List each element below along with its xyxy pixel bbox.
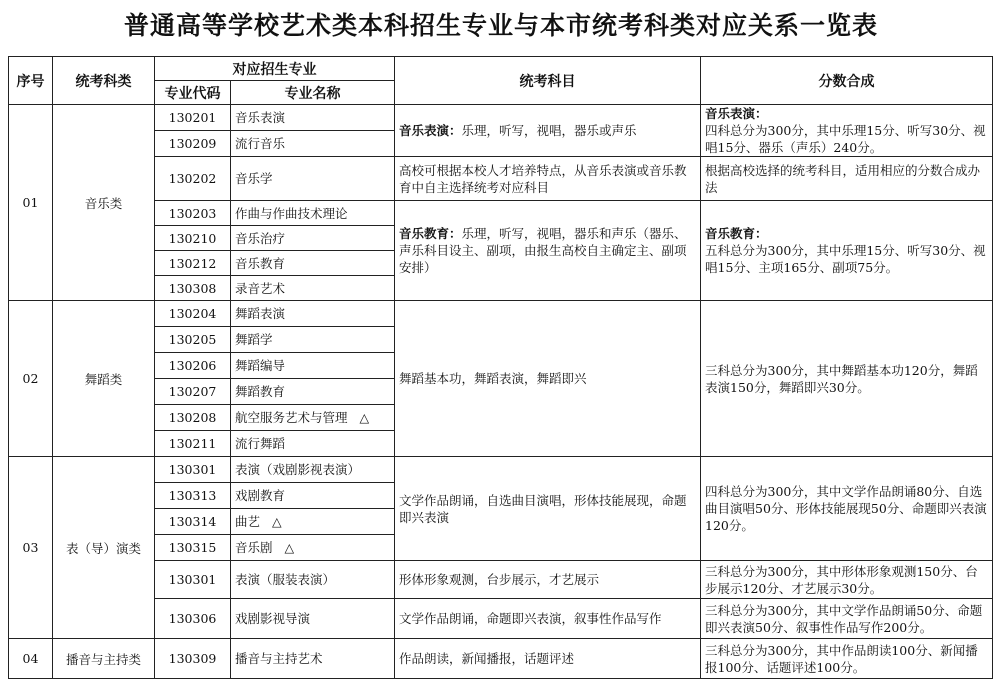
major-name: 录音艺术 <box>231 276 395 301</box>
major-code: 130205 <box>155 327 231 353</box>
major-code: 130313 <box>155 483 231 509</box>
group-seq: 01 <box>9 105 53 301</box>
table-row <box>9 105 993 131</box>
exam-subjects-cell: 文学作品朗诵，自选曲目演唱，形体技能展现，命题即兴表演 <box>395 457 701 561</box>
major-name: 音乐治疗 <box>231 226 395 251</box>
score-cell: 音乐表演： 四科总分为300分，其中乐理15分、听写30分、视唱15分、器乐（声乐）240分。 <box>701 105 993 157</box>
major-name: 表演（戏剧影视表演） <box>231 457 395 483</box>
major-name: 音乐剧 △ <box>231 535 395 561</box>
major-code: 130308 <box>155 276 231 301</box>
major-name: 舞蹈编导 <box>231 353 395 379</box>
exam-subjects-cell: 音乐教育：乐理，听写，视唱，器乐和声乐（器乐、声乐科目设主、副项，由报生高校自主确定主、副项安排） <box>395 201 701 301</box>
major-code: 130202 <box>155 157 231 201</box>
major-name: 流行音乐 <box>231 131 395 157</box>
group-category: 播音与主持类 <box>53 639 155 679</box>
group-seq: 03 <box>9 457 53 639</box>
exam-subjects-cell: 形体形象观测，台步展示，才艺展示 <box>395 561 701 599</box>
page-title: 普通高等学校艺术类本科招生专业与本市统考科类对应关系一览表 <box>123 11 878 40</box>
score-cell: 三科总分为300分，其中作品朗读100分、新闻播报100分、话题评述100分。 <box>701 639 993 679</box>
exam-subjects-cell: 音乐表演：乐理，听写，视唱，器乐或声乐 <box>395 105 701 157</box>
major-name: 戏剧影视导演 <box>231 599 395 639</box>
triangle-mark: △ <box>359 410 370 425</box>
group-seq: 04 <box>9 639 53 679</box>
group-category: 表（导）演类 <box>53 457 155 639</box>
major-name: 作曲与作曲技术理论 <box>231 201 395 226</box>
major-name: 播音与主持艺术 <box>231 639 395 679</box>
triangle-mark: △ <box>272 514 282 529</box>
major-name: 音乐表演 <box>231 105 395 131</box>
header-seq: 序号 <box>9 57 53 105</box>
table-row <box>9 301 993 327</box>
major-code: 130309 <box>155 639 231 679</box>
major-name: 音乐学 <box>231 157 395 201</box>
major-code: 130204 <box>155 301 231 327</box>
major-code: 130209 <box>155 131 231 157</box>
major-code: 130208 <box>155 405 231 431</box>
major-code: 130206 <box>155 353 231 379</box>
major-name: 航空服务艺术与管理 △ <box>231 405 395 431</box>
score-cell: 四科总分为300分，其中文学作品朗诵80分、自选曲目演唱50分、形体技能展现50分、命题即兴表演120分。 <box>701 457 993 561</box>
header-major-name: 专业名称 <box>231 81 395 105</box>
table-row <box>9 201 993 226</box>
group-category: 舞蹈类 <box>53 301 155 457</box>
major-name: 戏剧教育 <box>231 483 395 509</box>
header-score: 分数合成 <box>701 57 993 105</box>
exam-subjects-cell: 舞蹈基本功，舞蹈表演，舞蹈即兴 <box>395 301 701 457</box>
table-row <box>9 561 993 599</box>
header-exam-subjects: 统考科目 <box>395 57 701 105</box>
major-name: 音乐教育 <box>231 251 395 276</box>
header-major-code: 专业代码 <box>155 81 231 105</box>
table-row <box>9 157 993 201</box>
major-name: 舞蹈教育 <box>231 379 395 405</box>
major-code: 130201 <box>155 105 231 131</box>
major-code: 130203 <box>155 201 231 226</box>
score-cell: 三科总分为300分，其中形体形象观测150分、台步展示120分、才艺展示30分。 <box>701 561 993 599</box>
major-code: 130315 <box>155 535 231 561</box>
major-code: 130306 <box>155 599 231 639</box>
triangle-mark: △ <box>284 540 295 555</box>
major-code: 130210 <box>155 226 231 251</box>
exam-subjects-cell: 高校可根据本校人才培养特点，从音乐表演或音乐教育中自主选择统考对应科目 <box>395 157 701 201</box>
group-category: 音乐类 <box>53 105 155 301</box>
header-major-group: 对应招生专业 <box>155 57 395 81</box>
major-code: 130212 <box>155 251 231 276</box>
major-name: 舞蹈表演 <box>231 301 395 327</box>
score-cell: 根据高校选择的统考科目，适用相应的分数合成办法 <box>701 157 993 201</box>
score-cell: 三科总分为300分，其中文学作品朗诵50分、命题即兴表演50分、叙事性作品写作200分。 <box>701 599 993 639</box>
major-name: 表演（服装表演） <box>231 561 395 599</box>
table-row <box>9 599 993 639</box>
group-seq: 02 <box>9 301 53 457</box>
exam-subjects-cell: 文学作品朗诵，命题即兴表演，叙事性作品写作 <box>395 599 701 639</box>
major-name: 舞蹈学 <box>231 327 395 353</box>
table-row <box>9 457 993 483</box>
major-name: 流行舞蹈 <box>231 431 395 457</box>
correspondence-table <box>8 56 993 679</box>
exam-subjects-cell: 作品朗读，新闻播报，话题评述 <box>395 639 701 679</box>
header-category: 统考科类 <box>53 57 155 105</box>
major-code: 130211 <box>155 431 231 457</box>
major-code: 130301 <box>155 561 231 599</box>
major-code: 130207 <box>155 379 231 405</box>
score-cell: 三科总分为300分，其中舞蹈基本功120分，舞蹈表演150分，舞蹈即兴30分。 <box>701 301 993 457</box>
major-code: 130301 <box>155 457 231 483</box>
table-row <box>9 639 993 679</box>
score-cell: 音乐教育： 五科总分为300分，其中乐理15分、听写30分、视唱15分、主项165分、副项75分。 <box>701 201 993 301</box>
major-name: 曲艺 △ <box>231 509 395 535</box>
major-code: 130314 <box>155 509 231 535</box>
